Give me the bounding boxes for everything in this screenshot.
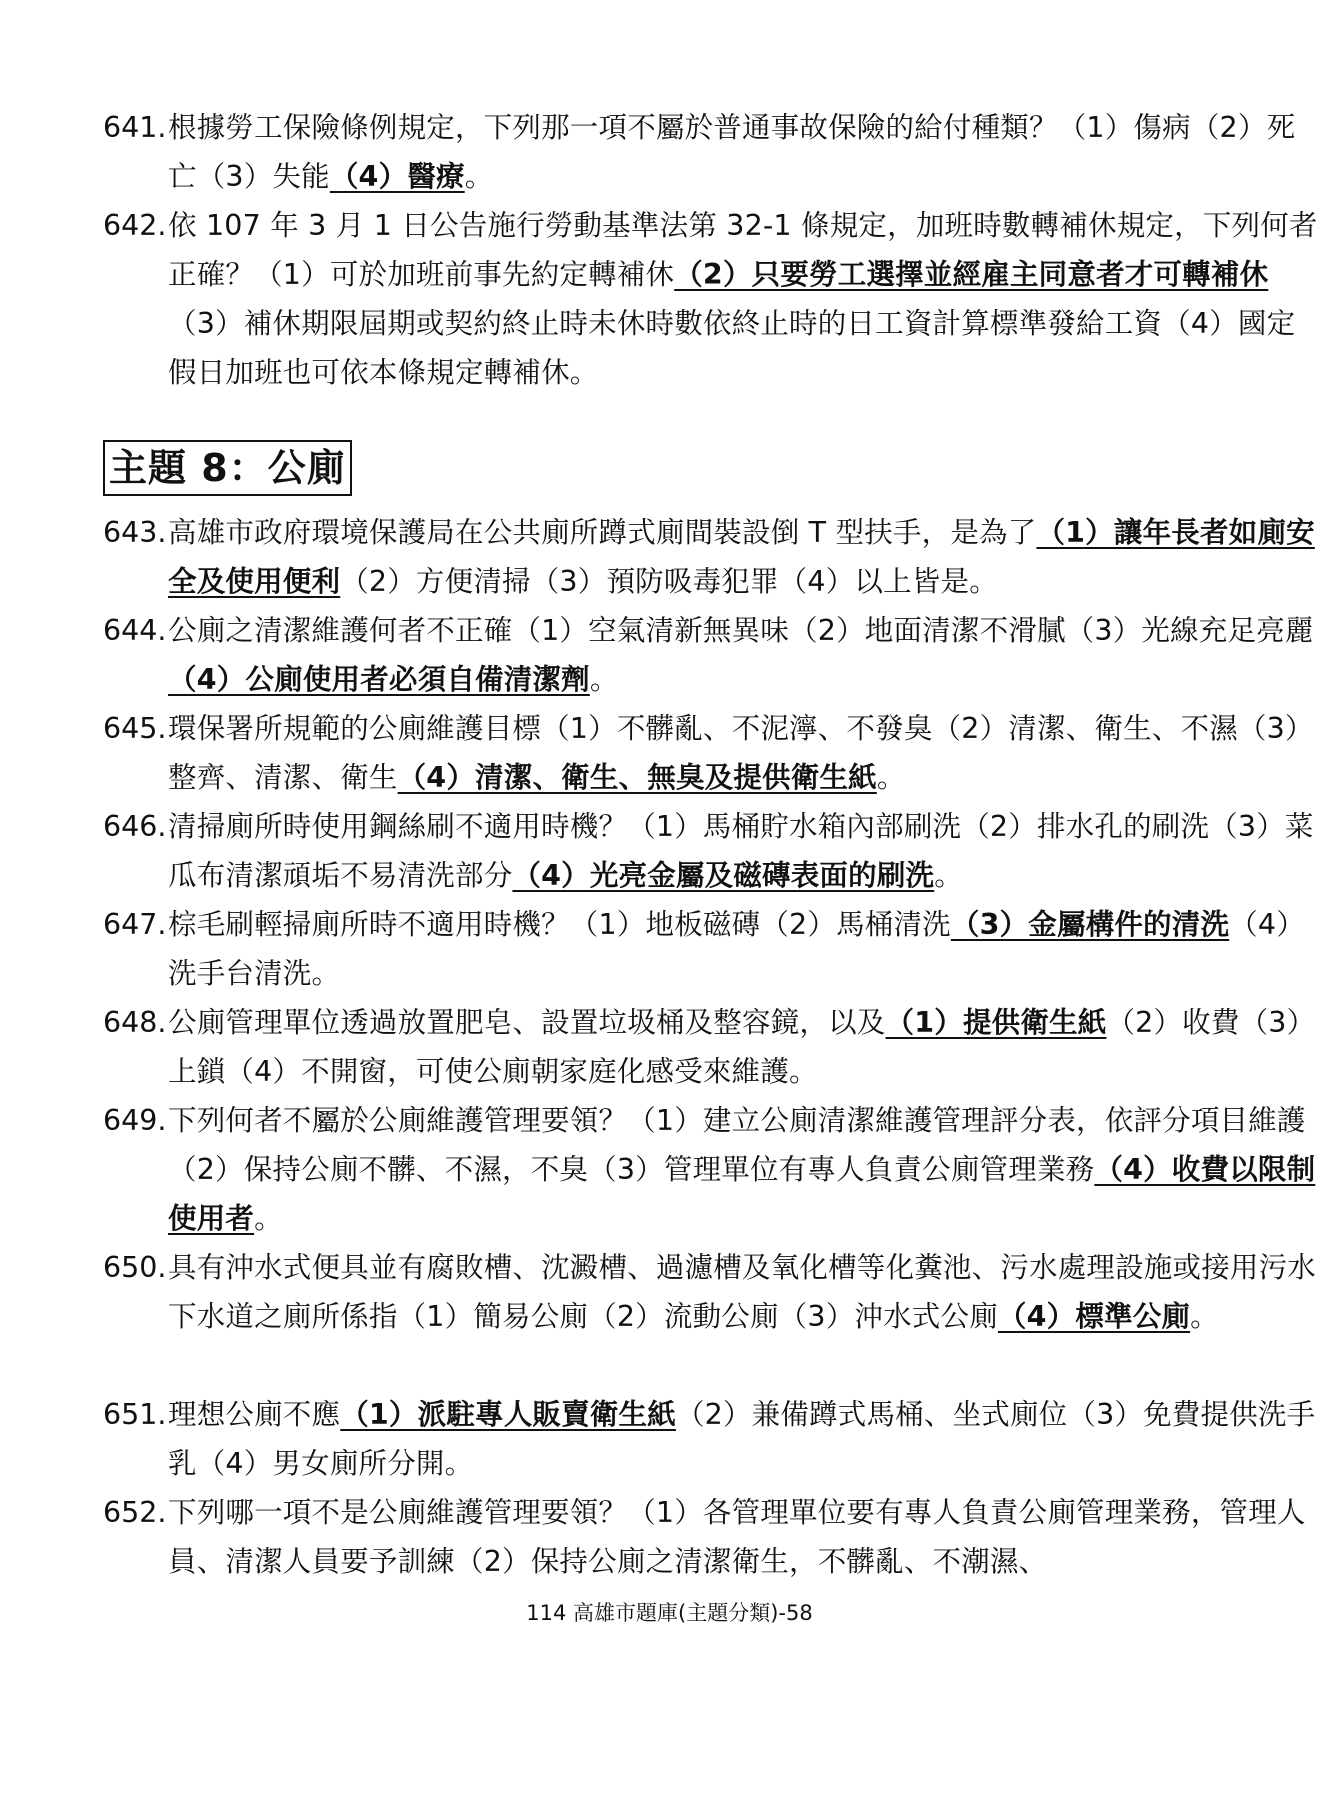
question-645 [103, 704, 1318, 802]
question-number: 646. [103, 810, 167, 843]
question-text-tail: 。 [1190, 1300, 1219, 1333]
answer-text: （4）公廁使用者必須自備清潔劑 [168, 663, 590, 696]
question-text-tail: （3）補休期限屆期或契約終止時未休時數依終止時的日工資計算標準發給工資（4）國定假日加班也可依本條規定轉補休。 [168, 307, 1296, 389]
question-text-tail: 。 [589, 663, 619, 696]
question-number: 650. [103, 1251, 167, 1284]
question-number: 641. [103, 111, 167, 144]
question-number: 651. [103, 1398, 167, 1431]
question-text-tail: 。 [254, 1202, 283, 1235]
question-number: 652. [103, 1496, 167, 1529]
question-number: 648. [103, 1006, 167, 1039]
question-text: 具有沖水式便具並有腐敗槽、沈澱槽、過濾槽及氧化槽等化糞池、污水處理設施或接用污水下水道之廁所係指（1）簡易公廁（2）流動公廁（3）沖水式公廁 [168, 1251, 1317, 1333]
question-text: 清掃廁所時使用鋼絲刷不適用時機？（1）馬桶貯水箱內部刷洗（2）排水孔的刷洗（3）菜瓜布清潔頑垢不易清洗部分 [168, 810, 1314, 892]
page-footer: 114 高雄市題庫(主題分類)-58 [526, 1601, 813, 1625]
question-text-tail: （4）洗手台清洗。 [168, 908, 1305, 990]
answer-text: （1）讓年長者如廁安全及使用便利 [168, 516, 1315, 598]
question-647 [103, 900, 1318, 998]
question-text-tail: （2）收費（3）上鎖（4）不開窗，可使公廁朝家庭化感受來維護。 [168, 1006, 1316, 1088]
answer-text: （3）金屬構件的清洗 [950, 908, 1230, 941]
question-650 [103, 1243, 1318, 1341]
question-text: 依 107 年 3 月 1 日公告施行勞動基準法第 32-1 條規定，加班時數轉補休規定，下列何者正確？（1）可於加班前事先約定轉補休 [168, 209, 1318, 291]
question-text: 棕毛刷輕掃廁所時不適用時機？（1）地板磁磚（2）馬桶清洗 [168, 908, 951, 941]
question-number: 643. [103, 516, 167, 549]
question-651 [103, 1390, 1318, 1488]
answer-text: （4）清潔、衛生、無臭及提供衛生紙 [397, 761, 877, 794]
question-641 [103, 103, 1318, 201]
answer-text: （2）只要勞工選擇並經雇主同意者才可轉補休 [674, 258, 1269, 291]
question-643 [103, 508, 1318, 606]
question-648 [103, 998, 1318, 1096]
question-number: 642. [103, 209, 167, 242]
answer-text: （4）光亮金屬及磁磚表面的刷洗 [512, 859, 935, 892]
question-text: 下列何者不屬於公廁維護管理要領？（1）建立公廁清潔維護管理評分表，依評分項目維護（2）保持公廁不髒、不濕，不臭（3）管理單位有專人負責公廁管理業務 [168, 1104, 1306, 1186]
question-text-tail: 。 [876, 761, 906, 794]
answer-text: （4）醫療 [329, 160, 465, 193]
question-text-tail: （2）方便清掃（3）預防吸毒犯罪（4）以上皆是。 [340, 565, 998, 598]
question-text-tail: 。 [464, 160, 494, 193]
answer-text: （1）提供衛生紙 [885, 1006, 1107, 1039]
topic-heading: 主題 8：公廁 [103, 440, 352, 496]
question-text-tail: 。 [934, 859, 963, 892]
question-text-tail: （2）兼備蹲式馬桶、坐式廁位（3）免費提供洗手乳（4）男女廁所分開。 [168, 1398, 1316, 1480]
question-number: 644. [103, 614, 167, 647]
answer-text: （1）派駐專人販賣衛生紙 [340, 1398, 676, 1431]
question-number: 647. [103, 908, 167, 941]
question-652 [103, 1488, 1318, 1586]
question-number: 649. [103, 1104, 167, 1137]
question-text: 根據勞工保險條例規定，下列那一項不屬於普通事故保險的給付種類？（1）傷病（2）死亡（3）失能 [168, 111, 1296, 193]
question-646 [103, 802, 1318, 900]
question-text: 高雄市政府環境保護局在公共廁所蹲式廁間裝設倒 T 型扶手，是為了 [168, 516, 1037, 549]
question-644 [103, 606, 1318, 704]
question-642 [103, 201, 1318, 397]
answer-text: （4）標準公廁 [997, 1300, 1191, 1333]
question-text: 公廁之清潔維護何者不正確（1）空氣清新無異味（2）地面清潔不滑膩（3）光線充足亮麗 [168, 614, 1314, 647]
question-text: 環保署所規範的公廁維護目標（1）不髒亂、不泥濘、不發臭（2）清潔、衛生、不濕（3）整齊、清潔、衛生 [168, 712, 1314, 794]
question-text: 下列哪一項不是公廁維護管理要領？（1）各管理單位要有專人負責公廁管理業務，管理人員、清潔人員要予訓練（2）保持公廁之清潔衛生，不髒亂、不潮濕、 [168, 1496, 1306, 1578]
question-649 [103, 1096, 1318, 1243]
question-number: 645. [103, 712, 167, 745]
question-text: 公廁管理單位透過放置肥皂、設置垃圾桶及整容鏡，以及 [168, 1006, 886, 1039]
question-text: 理想公廁不應 [168, 1398, 341, 1431]
answer-text: （4）收費以限制使用者 [168, 1153, 1316, 1235]
